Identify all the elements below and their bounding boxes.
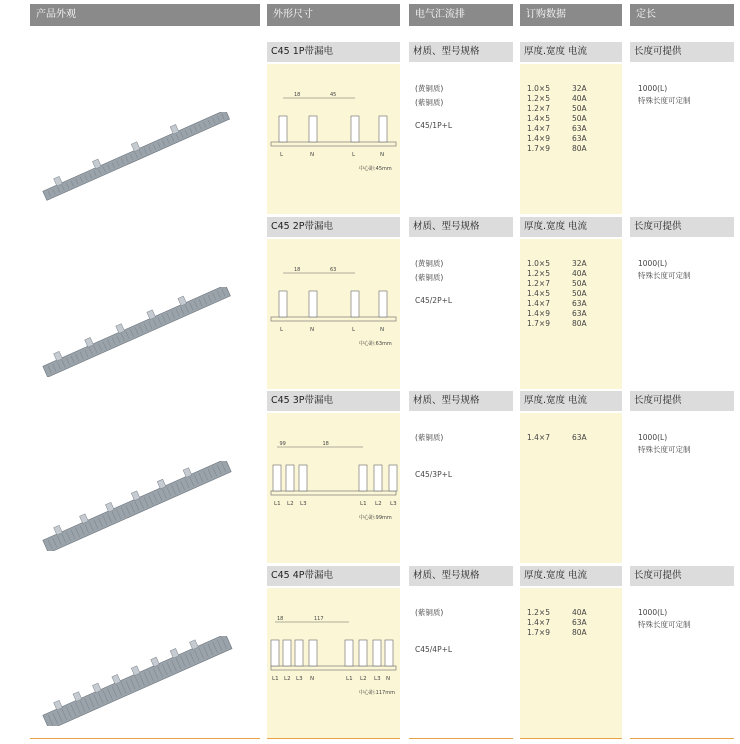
materials-block <box>415 432 510 446</box>
material-heading: 材质、型号规格 <box>409 566 513 586</box>
material-heading: 材质、型号规格 <box>409 42 513 62</box>
spec-size: 1.7×9 <box>527 628 550 637</box>
spec-size: 1.7×9 <box>527 144 550 153</box>
length-heading: 长度可提供 <box>630 42 734 62</box>
section-title: C45 1P带漏电 <box>267 42 400 62</box>
center-distance: 中心距:45mm <box>359 166 392 172</box>
spec-current: 80A <box>572 319 587 328</box>
spec-current: 40A <box>572 608 587 617</box>
length-value: 1000(L) <box>638 608 668 617</box>
spec-row <box>527 134 587 144</box>
pole-label: N <box>310 327 315 333</box>
length-note: 特殊长度可定制 <box>638 96 691 105</box>
footer-rule <box>267 738 400 739</box>
spec-row <box>527 319 587 329</box>
spec-size: 1.4×7 <box>527 618 550 627</box>
dimension-label: 18 <box>277 616 284 622</box>
spec-size: 1.2×7 <box>527 104 550 113</box>
footer-rule <box>520 738 622 739</box>
spec-row <box>527 269 587 279</box>
spec-current: 50A <box>572 114 587 123</box>
spec-size: 1.2×5 <box>527 608 550 617</box>
busbar-image <box>32 636 242 726</box>
spec-list <box>527 84 587 154</box>
materials-block <box>415 258 510 286</box>
spec-list <box>527 433 587 443</box>
spec-row <box>527 259 587 269</box>
order-heading: 厚度.宽度 电流 <box>520 391 622 411</box>
model-number: C45/1P+L <box>415 121 453 130</box>
spec-row <box>527 104 587 114</box>
section-title: C45 2P带漏电 <box>267 217 400 237</box>
material-item: (紫铜质) <box>415 608 444 617</box>
pole-label: N <box>310 676 315 682</box>
pole-label: N <box>386 676 391 682</box>
materials-block <box>415 607 510 621</box>
dimension-diagram <box>267 588 400 738</box>
length-value: 1000(L) <box>638 84 668 93</box>
spec-row <box>527 608 587 618</box>
spec-row <box>527 144 587 154</box>
header-dimensions: 外形尺寸 <box>267 4 400 26</box>
spec-size: 1.7×9 <box>527 319 550 328</box>
section-title: C45 3P带漏电 <box>267 391 400 411</box>
length-heading: 长度可提供 <box>630 217 734 237</box>
pole-label: N <box>380 152 385 158</box>
length-note: 特殊长度可定制 <box>638 620 691 629</box>
spec-size: 1.2×5 <box>527 94 550 103</box>
spec-list <box>527 608 587 638</box>
dimension-label: 18 <box>322 441 329 447</box>
length-heading: 长度可提供 <box>630 566 734 586</box>
pole-label: N <box>310 152 315 158</box>
footer-rule <box>409 738 513 739</box>
spec-size: 1.2×5 <box>527 269 550 278</box>
pole-label: L1 <box>346 676 353 682</box>
spec-size: 1.4×7 <box>527 299 550 308</box>
dimension-label: 18 <box>294 267 301 273</box>
pole-label: L3 <box>296 676 303 682</box>
center-distance: 中心距:63mm <box>359 341 392 347</box>
spec-row <box>527 433 587 443</box>
dimension-label: 117 <box>314 616 324 622</box>
length-heading: 长度可提供 <box>630 391 734 411</box>
material-heading: 材质、型号规格 <box>409 391 513 411</box>
material-item: (紫铜质) <box>415 98 444 107</box>
pole-label: L3 <box>300 501 307 507</box>
spec-current: 63A <box>572 309 587 318</box>
header-busbar: 电气汇流排 <box>409 4 513 26</box>
spec-row <box>527 628 587 638</box>
dimension-label: 99 <box>279 441 286 447</box>
pole-label: L1 <box>360 501 367 507</box>
spec-size: 1.4×9 <box>527 134 550 143</box>
pole-label: N <box>380 327 385 333</box>
pole-label: L1 <box>272 676 279 682</box>
spec-current: 80A <box>572 628 587 637</box>
spec-current: 32A <box>572 259 587 268</box>
spec-current: 50A <box>572 279 587 288</box>
spec-row <box>527 94 587 104</box>
dimension-diagram <box>267 239 400 389</box>
spec-row <box>527 114 587 124</box>
model-number: C45/4P+L <box>415 645 453 654</box>
spec-size: 1.0×5 <box>527 259 550 268</box>
spec-size: 1.4×5 <box>527 114 550 123</box>
spec-row <box>527 309 587 319</box>
spec-current: 63A <box>572 433 587 442</box>
pole-label: L <box>280 152 284 158</box>
dimension-label: 18 <box>294 92 301 98</box>
spec-current: 80A <box>572 144 587 153</box>
pole-label: L <box>352 152 356 158</box>
spec-current: 40A <box>572 269 587 278</box>
section-title: C45 4P带漏电 <box>267 566 400 586</box>
spec-current: 63A <box>572 299 587 308</box>
pole-label: L <box>352 327 356 333</box>
order-heading: 厚度.宽度 电流 <box>520 566 622 586</box>
footer-rule <box>630 738 734 739</box>
pole-label: L <box>280 327 284 333</box>
busbar-image <box>32 112 242 202</box>
footer-rule <box>30 738 260 739</box>
spec-current: 50A <box>572 289 587 298</box>
material-item: (黄铜质) <box>415 84 444 93</box>
material-item: (黄铜质) <box>415 259 444 268</box>
pole-label: L3 <box>390 501 397 507</box>
pole-label: L2 <box>287 501 294 507</box>
material-heading: 材质、型号规格 <box>409 217 513 237</box>
spec-current: 63A <box>572 134 587 143</box>
length-value: 1000(L) <box>638 259 668 268</box>
header-appearance: 产品外观 <box>30 4 260 26</box>
spec-current: 32A <box>572 84 587 93</box>
spec-row <box>527 124 587 134</box>
material-item: (紫铜质) <box>415 273 444 282</box>
header-length: 定长 <box>630 4 734 26</box>
spec-row <box>527 84 587 94</box>
spec-current: 40A <box>572 94 587 103</box>
order-heading: 厚度.宽度 电流 <box>520 217 622 237</box>
spec-current: 63A <box>572 618 587 627</box>
order-heading: 厚度.宽度 电流 <box>520 42 622 62</box>
center-distance: 中心距:117mm <box>359 690 395 696</box>
spec-current: 63A <box>572 124 587 133</box>
pole-label: L2 <box>284 676 291 682</box>
spec-list <box>527 259 587 329</box>
pole-label: L2 <box>375 501 382 507</box>
model-number: C45/2P+L <box>415 296 453 305</box>
busbar-image <box>32 287 242 377</box>
spec-size: 1.4×7 <box>527 433 550 442</box>
dimension-diagram <box>267 413 400 563</box>
spec-size: 1.2×7 <box>527 279 550 288</box>
length-note: 特殊长度可定制 <box>638 445 691 454</box>
material-item: (紫铜质) <box>415 433 444 442</box>
pole-label: L3 <box>374 676 381 682</box>
model-number: C45/3P+L <box>415 470 453 479</box>
materials-block <box>415 83 510 111</box>
spec-row <box>527 299 587 309</box>
spec-current: 50A <box>572 104 587 113</box>
header-order: 订购数据 <box>520 4 622 26</box>
spec-size: 1.4×7 <box>527 124 550 133</box>
spec-size: 1.0×5 <box>527 84 550 93</box>
length-note: 特殊长度可定制 <box>638 271 691 280</box>
spec-row <box>527 618 587 628</box>
busbar-image <box>32 461 242 551</box>
spec-size: 1.4×9 <box>527 309 550 318</box>
pole-label: L2 <box>360 676 367 682</box>
spec-row <box>527 279 587 289</box>
spec-row <box>527 289 587 299</box>
length-value: 1000(L) <box>638 433 668 442</box>
center-distance: 中心距:99mm <box>359 515 392 521</box>
dimension-label: 63 <box>330 267 337 273</box>
dimension-diagram <box>267 64 400 214</box>
spec-size: 1.4×5 <box>527 289 550 298</box>
dimension-label: 45 <box>330 92 337 98</box>
pole-label: L1 <box>274 501 281 507</box>
